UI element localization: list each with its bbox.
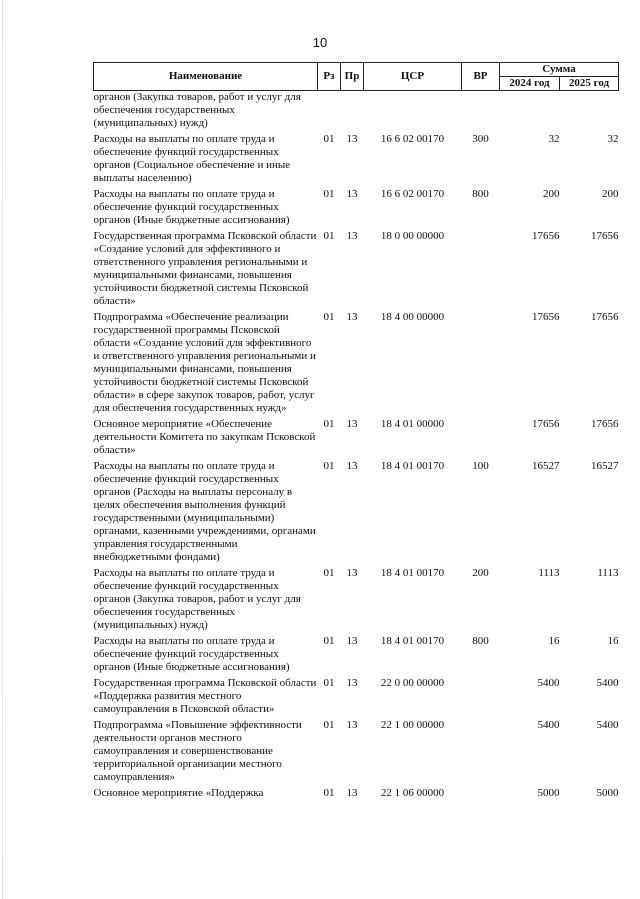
cell-rz: 01 <box>323 460 335 472</box>
table-header <box>94 63 619 91</box>
header-name: Наименование <box>94 63 318 91</box>
cell-pr: 13 <box>346 635 358 647</box>
cell-pr: 13 <box>346 677 358 689</box>
cell-sum-2024: 5000 <box>537 787 560 799</box>
cell-sum-2024: 16527 <box>532 460 560 472</box>
cell-csr: 22 1 06 00000 <box>380 787 445 799</box>
table-row <box>94 458 619 565</box>
cell-pr: 13 <box>346 787 358 799</box>
cell-sum-2025: 5400 <box>596 719 619 731</box>
cell-vr <box>462 675 500 717</box>
table-row <box>94 186 619 228</box>
cell-pr: 13 <box>346 418 358 430</box>
cell-name: Государственная программа Псковской области «Создание условий для эффективного и ответственного управления региональными и муниципальными финансами, повышения устойчивости бюджетной системы Псковской области» <box>93 230 317 307</box>
cell-csr: 16 6 02 00170 <box>380 188 445 200</box>
cell-rz: 01 <box>323 418 335 430</box>
cell-name: Расходы на выплаты по оплате труда и обеспечение функций государственных органов (Закупка товаров, работ и услуг для обеспечения государственных (муниципальных) нужд) <box>93 567 301 631</box>
cell-name: Расходы на выплаты по оплате труда и обеспечение функций государственных органов (Социальное обеспечение и иные выплаты населению) <box>93 133 291 184</box>
cell-csr: 18 4 00 00000 <box>380 311 445 323</box>
cell-name: Подпрограмма «Обеспечение реализации государственной программы Псковской области «Создание условий для эффективного и ответственного управления региональными и муниципальными финансами, повышения устойчивости бюджетной системы Псковской области» в сфере закупок товаров, работ, услуг для обеспечения государственных нужд» <box>93 311 316 414</box>
cell-vr <box>462 717 500 785</box>
cell-rz: 01 <box>323 677 335 689</box>
cell-sum-2025: 5000 <box>596 787 619 799</box>
cell-csr: 18 4 01 00170 <box>380 567 445 579</box>
cell-name: Основное мероприятие «Обеспечение деятельности Комитета по закупкам Псковской области» <box>93 418 316 456</box>
budget-table <box>93 62 619 801</box>
cell-pr: 13 <box>346 311 358 323</box>
table-row <box>94 131 619 186</box>
cell-sum-2025: 17656 <box>591 418 619 430</box>
cell-rz: 01 <box>323 719 335 731</box>
cell-sum-2024: 200 <box>543 188 560 200</box>
table-row <box>94 565 619 633</box>
cell-name: Государственная программа Псковской области «Поддержка развития местного самоуправления в Псковской области» <box>93 677 317 715</box>
cell-sum-2024: 17656 <box>532 311 560 323</box>
cell-name: Основное мероприятие «Поддержка <box>93 787 264 799</box>
header-year-2025: 2025 год <box>560 77 619 91</box>
cell-vr: 200 <box>472 567 489 579</box>
header-rz: Рз <box>318 63 341 91</box>
page-number: 10 <box>312 35 328 50</box>
cell-rz: 01 <box>323 133 335 145</box>
cell-name: органов (Закупка товаров, работ и услуг для обеспечения государственных (муниципальных) нужд) <box>93 91 301 129</box>
cell-csr: 18 0 00 00000 <box>380 230 445 242</box>
cell-vr: 800 <box>472 188 489 200</box>
cell-csr: 18 4 01 00170 <box>380 460 445 472</box>
cell-sum-2025: 1113 <box>597 567 619 579</box>
cell-sum-2025: 16527 <box>591 460 619 472</box>
cell-vr <box>462 785 500 801</box>
cell-csr <box>364 91 462 132</box>
cell-sum-2025: 17656 <box>591 311 619 323</box>
cell-pr: 13 <box>346 719 358 731</box>
table-row <box>94 633 619 675</box>
cell-rz: 01 <box>323 311 335 323</box>
cell-csr: 22 0 00 00000 <box>380 677 445 689</box>
header-vr: ВР <box>462 63 500 91</box>
cell-rz: 01 <box>323 230 335 242</box>
cell-name: Расходы на выплаты по оплате труда и обеспечение функций государственных органов (Иные бюджетные ассигнования) <box>93 635 290 673</box>
table-row <box>94 91 619 132</box>
cell-vr <box>462 309 500 416</box>
table-row <box>94 675 619 717</box>
table-row <box>94 717 619 785</box>
cell-sum-2024: 5400 <box>537 677 560 689</box>
cell-vr <box>462 416 500 458</box>
cell-csr: 18 4 01 00000 <box>380 418 445 430</box>
cell-name: Расходы на выплаты по оплате труда и обеспечение функций государственных органов (Расходы на выплаты персоналу в целях обеспечения выполнения функций государственными (муниципальными) органами, казенными учреждениями, органами управления государственными внебюджетными фондами) <box>93 460 316 563</box>
table-row <box>94 309 619 416</box>
cell-vr <box>462 228 500 309</box>
cell-sum-2024: 17656 <box>532 230 560 242</box>
cell-sum-2024: 17656 <box>532 418 560 430</box>
cell-vr: 300 <box>472 133 489 145</box>
cell-pr: 13 <box>346 460 358 472</box>
cell-pr: 13 <box>346 567 358 579</box>
cell-sum-2024: 5400 <box>537 719 560 731</box>
cell-sum-2024: 1113 <box>538 567 560 579</box>
cell-sum-2025: 16 <box>607 635 619 647</box>
cell-csr: 18 4 01 00170 <box>380 635 445 647</box>
cell-rz: 01 <box>323 188 335 200</box>
cell-sum-2025: 200 <box>602 188 619 200</box>
cell-sum-2025: 32 <box>607 133 619 145</box>
cell-vr <box>462 91 500 132</box>
cell-name: Подпрограмма «Повышение эффективности деятельности органов местного самоуправления и совершенствование территориальной организации местного самоуправления» <box>93 719 302 783</box>
cell-rz <box>318 91 341 132</box>
header-pr: Пр <box>341 63 364 91</box>
table-row <box>94 785 619 801</box>
header-csr: ЦСР <box>364 63 462 91</box>
cell-rz: 01 <box>323 567 335 579</box>
cell-pr: 13 <box>346 188 358 200</box>
header-year-2024: 2024 год <box>500 77 560 91</box>
cell-sum-2025: 17656 <box>591 230 619 242</box>
cell-sum-2025 <box>560 91 619 132</box>
cell-pr: 13 <box>346 230 358 242</box>
header-sum: Сумма <box>500 63 619 77</box>
cell-csr: 16 6 02 00170 <box>380 133 445 145</box>
cell-vr: 100 <box>472 460 489 472</box>
page-edge <box>2 0 3 899</box>
table-row <box>94 228 619 309</box>
cell-pr: 13 <box>346 133 358 145</box>
cell-vr: 800 <box>472 635 489 647</box>
cell-sum-2024: 32 <box>548 133 560 145</box>
cell-rz: 01 <box>323 635 335 647</box>
cell-sum-2024: 16 <box>548 635 560 647</box>
cell-pr <box>341 91 364 132</box>
cell-rz: 01 <box>323 787 335 799</box>
table-row <box>94 416 619 458</box>
cell-sum-2025: 5400 <box>596 677 619 689</box>
cell-name: Расходы на выплаты по оплате труда и обеспечение функций государственных органов (Иные бюджетные ассигнования) <box>93 188 290 226</box>
cell-sum-2024 <box>500 91 560 132</box>
table-body <box>94 91 619 802</box>
cell-csr: 22 1 00 00000 <box>380 719 445 731</box>
